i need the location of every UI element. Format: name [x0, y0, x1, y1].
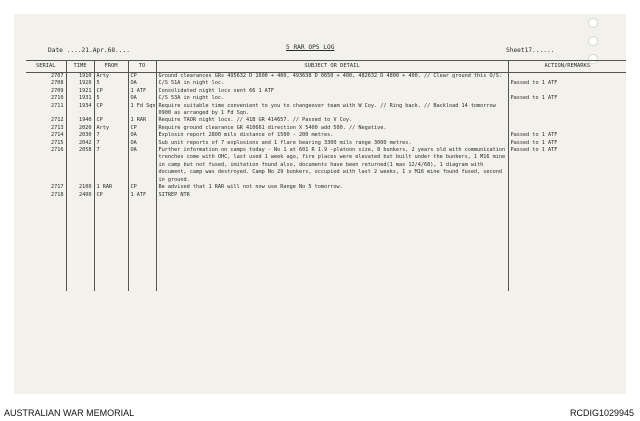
table-row — [26, 125, 626, 132]
cell-time: 1934 — [66, 103, 94, 118]
cell-subject: Ground clearances GRs 495632 D 1600 + 400, 493638 D 0650 + 400, 482632 D 4800 + 400. // Clear ground this O/S. — [156, 73, 508, 81]
cell-remarks — [508, 103, 626, 118]
date-label: Date .... — [48, 47, 82, 54]
cell-time: 2400 — [66, 192, 94, 199]
table-row — [26, 192, 626, 199]
cell-from: Arty — [94, 73, 128, 81]
cell-subject: Require suitable time convenient to you to changeover team with W Coy. // Ring back. // Backload 14 tomorrow 0900 as arranged by 1 Fd Sqn. — [156, 103, 508, 118]
table-row — [26, 184, 626, 191]
table-row — [26, 132, 626, 139]
date-field — [48, 47, 130, 54]
cell-remarks — [508, 117, 626, 124]
cell-time: 2100 — [66, 184, 94, 191]
cell-subject: Consolidated night locs sent 66 1 ATF — [156, 88, 508, 95]
column-header: SUBJECT OR DETAIL — [156, 61, 508, 73]
cell-remarks — [508, 125, 626, 132]
cell-to: CP — [128, 125, 156, 132]
cell-from: 7 — [94, 147, 128, 184]
cell-to: OA — [128, 132, 156, 139]
cell-time: 2030 — [66, 132, 94, 139]
cell-remarks: Passed to 1 ATF — [508, 95, 626, 102]
sheet-label: Sheet — [506, 47, 525, 54]
table-row — [26, 147, 626, 184]
cell-remarks — [508, 184, 626, 191]
ops-log-table — [26, 60, 626, 291]
column-header: ACTION/REMARKS — [508, 61, 626, 73]
cell-remarks — [508, 192, 626, 199]
cell-serial: 2708 — [51, 80, 64, 87]
cell-from: Arty — [94, 125, 128, 132]
cell-serial: 2711 — [51, 102, 64, 109]
cell-from: 5 — [94, 80, 128, 87]
cell-serial: 2717 — [51, 184, 64, 191]
archive-label: AUSTRALIAN WAR MEMORIAL — [4, 408, 135, 418]
table-row — [26, 103, 626, 118]
cell-to: 1 Fd Sqn — [128, 103, 156, 118]
cell-from: CP — [94, 117, 128, 124]
cell-time: 1910 — [66, 73, 94, 81]
cell-from: 5 — [94, 95, 128, 102]
cell-time: 2042 — [66, 140, 94, 147]
page-title: 5 RAR OPS LOG — [286, 44, 335, 51]
column-header: TIME — [66, 61, 94, 73]
cell-serial: 2707 — [51, 73, 64, 79]
cell-to: OA — [128, 147, 156, 184]
cell-to: 1 ATF — [128, 192, 156, 199]
cell-to: CP — [128, 184, 156, 191]
cell-time: 1920 — [66, 80, 94, 87]
column-header: SERIAL — [26, 61, 66, 73]
cell-from: CP — [94, 192, 128, 199]
cell-remarks — [508, 88, 626, 95]
cell-time: 2020 — [66, 125, 94, 132]
cell-serial: 2712 — [51, 117, 64, 124]
cell-to: 1 ATF — [128, 88, 156, 95]
record-id: RCDIG1029945 — [569, 408, 634, 418]
table-row — [26, 117, 626, 124]
cell-remarks: Passed to 1 ATF — [508, 80, 626, 87]
cell-from: CP — [94, 88, 128, 95]
cell-subject: Be advised that 1 RAR will not now use Range No 5 tomorrow. — [156, 184, 508, 191]
table-row — [26, 140, 626, 147]
cell-to: OA — [128, 95, 156, 102]
punch-hole — [588, 18, 598, 28]
cell-remarks: Passed to 1 ATF — [508, 140, 626, 147]
cell-time: 1921 — [66, 88, 94, 95]
sheet-value: 17 — [524, 47, 533, 54]
cell-subject: C/S 51A in night loc. — [156, 80, 508, 87]
table-row — [26, 88, 626, 95]
cell-subject: Explosin report 2800 mils distance of 1500 - 200 metres. — [156, 132, 508, 139]
cell-remarks: Passed to 1 ATF — [508, 147, 626, 184]
cell-subject: Require TAOR night locs. // 41B GR 414657. // Passed to V Coy. — [156, 117, 508, 124]
cell-subject: Require ground clearance GR 410661 direction X 5400 add 500. // Negative. — [156, 125, 508, 132]
column-header: FROM — [94, 61, 128, 73]
table-header — [26, 61, 626, 73]
cell-serial: 2710 — [51, 95, 64, 102]
cell-serial: 2709 — [51, 87, 64, 94]
cell-remarks: Passed to 1 ATF — [508, 132, 626, 139]
cell-remarks — [508, 73, 626, 81]
table-row — [26, 73, 626, 81]
punch-hole — [588, 36, 598, 46]
cell-time: 1931 — [66, 95, 94, 102]
cell-serial: 2714 — [51, 132, 64, 139]
cell-from: 1 RAR — [94, 184, 128, 191]
cell-to: OA — [128, 80, 156, 87]
cell-time: 1940 — [66, 117, 94, 124]
table-filler — [26, 199, 626, 291]
date-value: 21.Apr.68 — [81, 47, 116, 54]
cell-time: 2058 — [66, 147, 94, 184]
date-tail: .... — [115, 47, 130, 54]
cell-to: OA — [128, 140, 156, 147]
cell-serial: 2713 — [51, 124, 64, 131]
cell-from: CP — [94, 103, 128, 118]
cell-subject: C/S 53A in night loc. — [156, 95, 508, 102]
column-header: TO — [128, 61, 156, 73]
table-row — [26, 95, 626, 102]
cell-subject: Further information on camps today - No 1 at 601 R 1.9 -platoon size, 8 bunkers, 2 years old with communication trenches come with OHC, last used 1 week ago, fire places were elevated but built under the bunkers, 1 M16 mine in camp but not fused, imitation found also, documents have been returned(1 mas 12/4/68), 1 diagram with document, camp was destroyed. Camp No 29 bunkers, occupied with last 2 weeks, 1 x M16 mine found fused, second in ground. — [156, 147, 508, 184]
cell-serial: 2718 — [51, 191, 64, 198]
cell-from: 7 — [94, 140, 128, 147]
cell-serial: 2716 — [51, 147, 64, 154]
cell-from: 7 — [94, 132, 128, 139]
cell-to: 1 RAR — [128, 117, 156, 124]
sheet-tail: ...... — [532, 47, 555, 54]
cell-to: CP — [128, 73, 156, 81]
cell-subject: SITREP NTR — [156, 192, 508, 199]
sheet-field — [506, 47, 554, 54]
cell-subject: Sub unit reports of 7 explosions and 1 flare bearing 3300 mils range 3000 metres. — [156, 140, 508, 147]
cell-serial: 2715 — [51, 139, 64, 146]
table-row — [26, 80, 626, 87]
